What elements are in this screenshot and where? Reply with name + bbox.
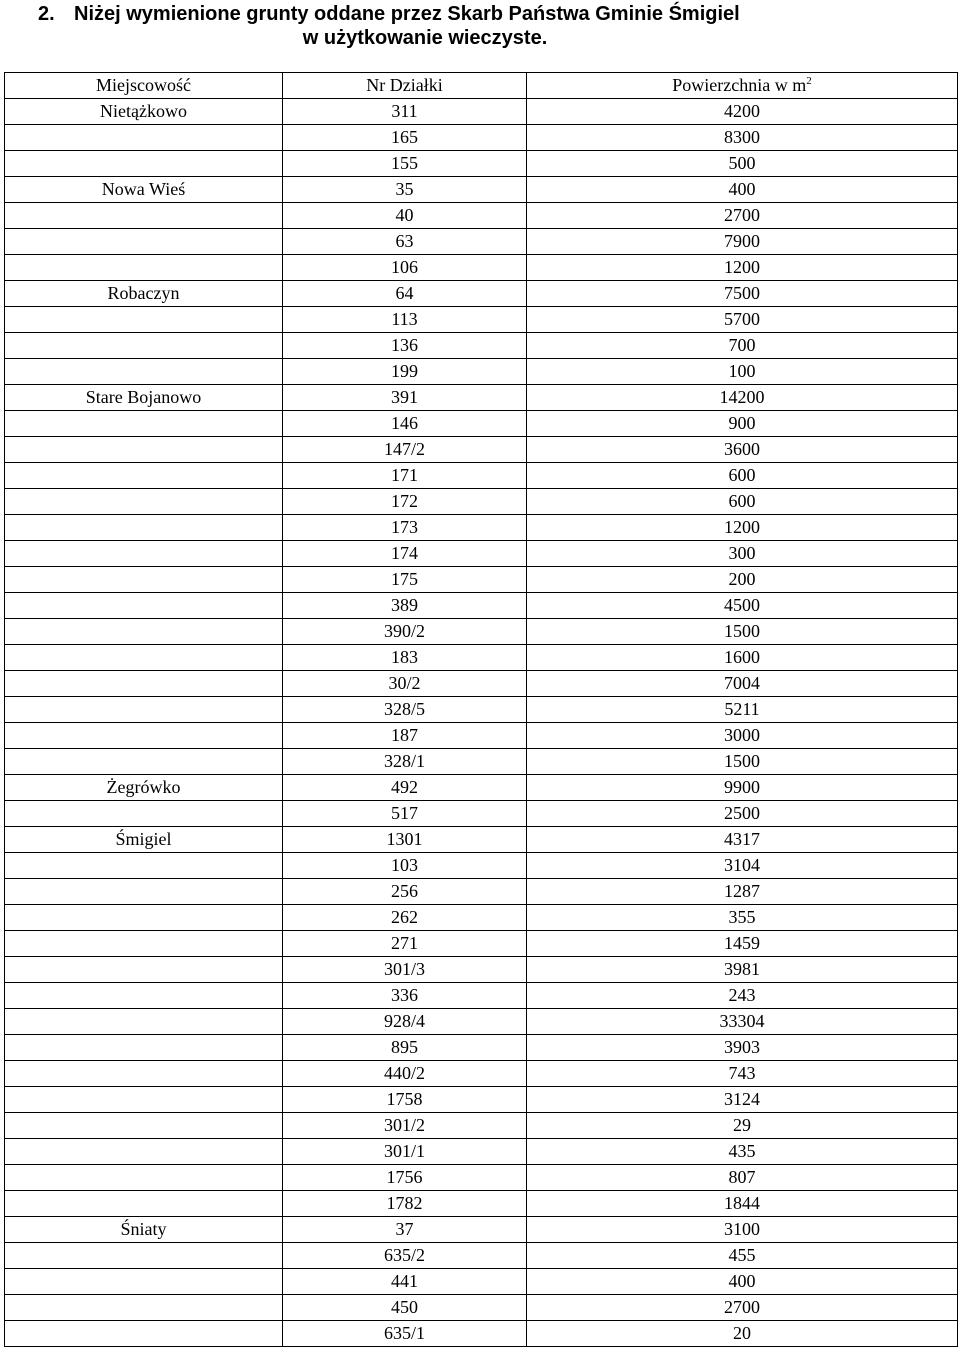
cell-area: 1600 bbox=[527, 645, 958, 671]
cell-area: 600 bbox=[527, 489, 958, 515]
cell-area: 3100 bbox=[527, 1217, 958, 1243]
cell-locality bbox=[5, 957, 283, 983]
cell-plot-number: 37 bbox=[283, 1217, 527, 1243]
cell-plot-number: 256 bbox=[283, 879, 527, 905]
cell-plot-number: 165 bbox=[283, 125, 527, 151]
cell-locality bbox=[5, 931, 283, 957]
table-row bbox=[5, 515, 958, 541]
cell-area: 8300 bbox=[527, 125, 958, 151]
cell-area: 5700 bbox=[527, 307, 958, 333]
cell-plot-number: 328/1 bbox=[283, 749, 527, 775]
cell-plot-number: 635/1 bbox=[283, 1321, 527, 1347]
table-row bbox=[5, 541, 958, 567]
table-row bbox=[5, 1165, 958, 1191]
cell-area: 243 bbox=[527, 983, 958, 1009]
table-row bbox=[5, 229, 958, 255]
cell-locality bbox=[5, 437, 283, 463]
heading-line-2: w użytkowanie wieczyste. bbox=[302, 27, 548, 49]
cell-plot-number: 64 bbox=[283, 281, 527, 307]
table-row bbox=[5, 1243, 958, 1269]
cell-plot-number: 175 bbox=[283, 567, 527, 593]
cell-locality: Nietążkowo bbox=[5, 99, 283, 125]
cell-locality bbox=[5, 1243, 283, 1269]
cell-plot-number: 172 bbox=[283, 489, 527, 515]
table-row bbox=[5, 1269, 958, 1295]
table-row bbox=[5, 983, 958, 1009]
table-row bbox=[5, 203, 958, 229]
cell-area: 2700 bbox=[527, 203, 958, 229]
cell-plot-number: 271 bbox=[283, 931, 527, 957]
cell-area: 3124 bbox=[527, 1087, 958, 1113]
cell-plot-number: 147/2 bbox=[283, 437, 527, 463]
cell-locality bbox=[5, 125, 283, 151]
cell-locality bbox=[5, 515, 283, 541]
table-row bbox=[5, 879, 958, 905]
table-row bbox=[5, 645, 958, 671]
cell-plot-number: 262 bbox=[283, 905, 527, 931]
cell-area: 1500 bbox=[527, 619, 958, 645]
table-row bbox=[5, 281, 958, 307]
cell-plot-number: 106 bbox=[283, 255, 527, 281]
cell-plot-number: 301/2 bbox=[283, 1113, 527, 1139]
cell-plot-number: 328/5 bbox=[283, 697, 527, 723]
cell-locality bbox=[5, 307, 283, 333]
table-body bbox=[5, 99, 958, 1347]
table-row bbox=[5, 1009, 958, 1035]
table-row bbox=[5, 801, 958, 827]
table-row bbox=[5, 99, 958, 125]
table-row bbox=[5, 1217, 958, 1243]
cell-locality bbox=[5, 1191, 283, 1217]
table-row bbox=[5, 437, 958, 463]
table-row bbox=[5, 255, 958, 281]
cell-area: 1200 bbox=[527, 255, 958, 281]
cell-area: 4317 bbox=[527, 827, 958, 853]
cell-area: 700 bbox=[527, 333, 958, 359]
table-row bbox=[5, 177, 958, 203]
table-row bbox=[5, 359, 958, 385]
table-row bbox=[5, 905, 958, 931]
cell-locality bbox=[5, 567, 283, 593]
cell-area: 100 bbox=[527, 359, 958, 385]
table-row bbox=[5, 1139, 958, 1165]
table-row bbox=[5, 723, 958, 749]
cell-area: 1459 bbox=[527, 931, 958, 957]
land-plots-table bbox=[4, 72, 958, 1347]
cell-locality bbox=[5, 1113, 283, 1139]
cell-locality bbox=[5, 1165, 283, 1191]
cell-locality bbox=[5, 255, 283, 281]
cell-locality bbox=[5, 1139, 283, 1165]
cell-area: 3981 bbox=[527, 957, 958, 983]
cell-area: 20 bbox=[527, 1321, 958, 1347]
header-plot-number: Nr Działki bbox=[283, 73, 527, 99]
cell-area: 355 bbox=[527, 905, 958, 931]
table-row bbox=[5, 411, 958, 437]
cell-area: 1500 bbox=[527, 749, 958, 775]
table-row bbox=[5, 853, 958, 879]
header-area bbox=[527, 73, 958, 99]
cell-area: 7004 bbox=[527, 671, 958, 697]
cell-plot-number: 1782 bbox=[283, 1191, 527, 1217]
table-row bbox=[5, 593, 958, 619]
table-row bbox=[5, 1321, 958, 1347]
header-area-text: Powierzchnia w m bbox=[672, 75, 807, 95]
table-header bbox=[5, 73, 958, 99]
cell-locality bbox=[5, 853, 283, 879]
cell-plot-number: 390/2 bbox=[283, 619, 527, 645]
cell-plot-number: 391 bbox=[283, 385, 527, 411]
cell-plot-number: 336 bbox=[283, 983, 527, 1009]
cell-plot-number: 441 bbox=[283, 1269, 527, 1295]
cell-locality bbox=[5, 541, 283, 567]
cell-locality bbox=[5, 983, 283, 1009]
cell-locality bbox=[5, 671, 283, 697]
cell-area: 14200 bbox=[527, 385, 958, 411]
cell-area: 400 bbox=[527, 1269, 958, 1295]
cell-area: 1287 bbox=[527, 879, 958, 905]
table-row bbox=[5, 1191, 958, 1217]
cell-plot-number: 103 bbox=[283, 853, 527, 879]
table-row bbox=[5, 1061, 958, 1087]
cell-locality bbox=[5, 619, 283, 645]
cell-locality: Śmigiel bbox=[5, 827, 283, 853]
table-row bbox=[5, 957, 958, 983]
cell-plot-number: 63 bbox=[283, 229, 527, 255]
cell-locality bbox=[5, 905, 283, 931]
table-row bbox=[5, 697, 958, 723]
cell-plot-number: 635/2 bbox=[283, 1243, 527, 1269]
cell-plot-number: 301/3 bbox=[283, 957, 527, 983]
cell-plot-number: 895 bbox=[283, 1035, 527, 1061]
table-row bbox=[5, 1113, 958, 1139]
cell-plot-number: 136 bbox=[283, 333, 527, 359]
cell-area: 7900 bbox=[527, 229, 958, 255]
cell-locality bbox=[5, 1035, 283, 1061]
cell-locality bbox=[5, 1009, 283, 1035]
table-row bbox=[5, 307, 958, 333]
table-row bbox=[5, 385, 958, 411]
cell-plot-number: 311 bbox=[283, 99, 527, 125]
cell-plot-number: 450 bbox=[283, 1295, 527, 1321]
cell-plot-number: 1756 bbox=[283, 1165, 527, 1191]
heading-line-1 bbox=[0, 2, 960, 26]
cell-locality bbox=[5, 463, 283, 489]
cell-locality bbox=[5, 1269, 283, 1295]
table-row bbox=[5, 749, 958, 775]
cell-plot-number: 199 bbox=[283, 359, 527, 385]
cell-locality bbox=[5, 1295, 283, 1321]
cell-locality: Nowa Wieś bbox=[5, 177, 283, 203]
cell-area: 5211 bbox=[527, 697, 958, 723]
cell-locality bbox=[5, 723, 283, 749]
cell-locality bbox=[5, 229, 283, 255]
cell-area: 743 bbox=[527, 1061, 958, 1087]
cell-area: 3000 bbox=[527, 723, 958, 749]
cell-locality: Stare Bojanowo bbox=[5, 385, 283, 411]
cell-plot-number: 187 bbox=[283, 723, 527, 749]
cell-locality bbox=[5, 749, 283, 775]
cell-area: 200 bbox=[527, 567, 958, 593]
section-number: 2. bbox=[38, 3, 55, 25]
cell-plot-number: 928/4 bbox=[283, 1009, 527, 1035]
heading-text-1: Niżej wymienione grunty oddane przez Skarb Państwa Gminie Śmigiel bbox=[74, 3, 740, 25]
cell-area: 4500 bbox=[527, 593, 958, 619]
cell-area: 33304 bbox=[527, 1009, 958, 1035]
cell-locality bbox=[5, 801, 283, 827]
cell-locality bbox=[5, 879, 283, 905]
cell-area: 455 bbox=[527, 1243, 958, 1269]
cell-plot-number: 40 bbox=[283, 203, 527, 229]
cell-locality bbox=[5, 489, 283, 515]
cell-area: 2500 bbox=[527, 801, 958, 827]
cell-plot-number: 174 bbox=[283, 541, 527, 567]
cell-locality bbox=[5, 645, 283, 671]
cell-plot-number: 155 bbox=[283, 151, 527, 177]
table-row bbox=[5, 931, 958, 957]
cell-area: 9900 bbox=[527, 775, 958, 801]
cell-locality bbox=[5, 359, 283, 385]
cell-area: 1200 bbox=[527, 515, 958, 541]
table-row bbox=[5, 1035, 958, 1061]
cell-locality bbox=[5, 593, 283, 619]
header-locality: Miejscowość bbox=[5, 73, 283, 99]
cell-locality bbox=[5, 333, 283, 359]
cell-plot-number: 30/2 bbox=[283, 671, 527, 697]
cell-locality bbox=[5, 697, 283, 723]
cell-plot-number: 517 bbox=[283, 801, 527, 827]
cell-area: 3903 bbox=[527, 1035, 958, 1061]
cell-locality: Żegrówko bbox=[5, 775, 283, 801]
cell-plot-number: 389 bbox=[283, 593, 527, 619]
cell-plot-number: 146 bbox=[283, 411, 527, 437]
cell-area: 807 bbox=[527, 1165, 958, 1191]
table-row bbox=[5, 125, 958, 151]
table-row bbox=[5, 333, 958, 359]
cell-plot-number: 440/2 bbox=[283, 1061, 527, 1087]
cell-area: 400 bbox=[527, 177, 958, 203]
cell-area: 600 bbox=[527, 463, 958, 489]
table-row bbox=[5, 151, 958, 177]
cell-plot-number: 1301 bbox=[283, 827, 527, 853]
cell-locality: Śniaty bbox=[5, 1217, 283, 1243]
cell-area: 29 bbox=[527, 1113, 958, 1139]
table-row bbox=[5, 489, 958, 515]
cell-locality: Robaczyn bbox=[5, 281, 283, 307]
cell-plot-number: 35 bbox=[283, 177, 527, 203]
cell-plot-number: 171 bbox=[283, 463, 527, 489]
cell-plot-number: 173 bbox=[283, 515, 527, 541]
cell-plot-number: 183 bbox=[283, 645, 527, 671]
header-area-superscript: 2 bbox=[806, 75, 812, 87]
cell-area: 3600 bbox=[527, 437, 958, 463]
cell-area: 2700 bbox=[527, 1295, 958, 1321]
cell-locality bbox=[5, 1321, 283, 1347]
cell-plot-number: 113 bbox=[283, 307, 527, 333]
cell-plot-number: 301/1 bbox=[283, 1139, 527, 1165]
cell-area: 7500 bbox=[527, 281, 958, 307]
cell-plot-number: 1758 bbox=[283, 1087, 527, 1113]
cell-area: 1844 bbox=[527, 1191, 958, 1217]
section-heading bbox=[0, 2, 960, 50]
table-row bbox=[5, 1295, 958, 1321]
table-row bbox=[5, 671, 958, 697]
cell-locality bbox=[5, 411, 283, 437]
cell-locality bbox=[5, 203, 283, 229]
cell-area: 300 bbox=[527, 541, 958, 567]
cell-locality bbox=[5, 1061, 283, 1087]
table-row bbox=[5, 567, 958, 593]
cell-area: 435 bbox=[527, 1139, 958, 1165]
cell-plot-number: 492 bbox=[283, 775, 527, 801]
cell-locality bbox=[5, 1087, 283, 1113]
header-row bbox=[5, 73, 958, 99]
cell-area: 3104 bbox=[527, 853, 958, 879]
table-row bbox=[5, 619, 958, 645]
cell-area: 900 bbox=[527, 411, 958, 437]
table-row bbox=[5, 775, 958, 801]
cell-area: 4200 bbox=[527, 99, 958, 125]
table-row bbox=[5, 463, 958, 489]
table-row bbox=[5, 827, 958, 853]
cell-locality bbox=[5, 151, 283, 177]
table-row bbox=[5, 1087, 958, 1113]
cell-area: 500 bbox=[527, 151, 958, 177]
